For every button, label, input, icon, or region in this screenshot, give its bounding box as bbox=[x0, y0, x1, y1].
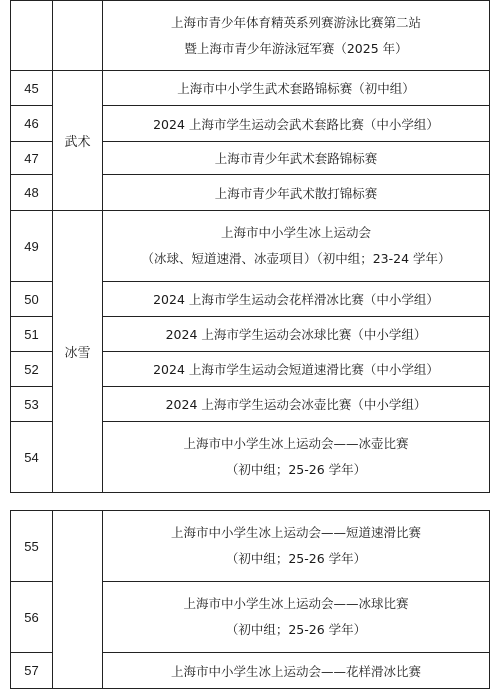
row-number: 47 bbox=[11, 142, 53, 175]
event-line: 上海市中小学生冰上运动会 bbox=[220, 225, 371, 240]
event-cell: 2024 上海市学生运动会花样滑冰比赛（中小学组） bbox=[103, 282, 490, 317]
event-cell: 2024 上海市学生运动会冰球比赛（中小学组） bbox=[103, 317, 490, 352]
row-number: 53 bbox=[11, 387, 53, 422]
table-row bbox=[11, 71, 490, 106]
events-table-page-2 bbox=[10, 510, 490, 689]
row-number: 46 bbox=[11, 106, 53, 142]
row-number: 45 bbox=[11, 71, 53, 106]
row-number: 52 bbox=[11, 352, 53, 387]
event-cell: 上海市中小学生武术套路锦标赛（初中组） bbox=[103, 71, 490, 106]
table-row bbox=[11, 211, 490, 282]
event-cell: 2024 上海市学生运动会短道速滑比赛（中小学组） bbox=[103, 352, 490, 387]
event-cell bbox=[103, 1, 490, 71]
event-cell bbox=[103, 582, 490, 653]
event-cell: 上海市青少年武术套路锦标赛 bbox=[103, 142, 490, 175]
event-line: 上海市中小学生冰上运动会——短道速滑比赛 bbox=[170, 525, 421, 540]
event-line: （初中组；25-26 学年） bbox=[225, 462, 367, 477]
event-cell: 上海市青少年武术散打锦标赛 bbox=[103, 175, 490, 211]
row-number: 50 bbox=[11, 282, 53, 317]
event-line: （初中组；25-26 学年） bbox=[225, 551, 367, 566]
event-cell bbox=[103, 511, 490, 582]
category-cell-empty bbox=[53, 1, 103, 71]
row-number: 54 bbox=[11, 422, 53, 493]
event-line: 上海市中小学生冰上运动会——冰壶比赛 bbox=[183, 436, 409, 451]
event-line: 暨上海市青少年游泳冠军赛（2025 年） bbox=[184, 40, 408, 56]
event-cell: 上海市中小学生冰上运动会——花样滑冰比赛 bbox=[103, 653, 490, 689]
table-row bbox=[11, 511, 490, 582]
category-cell: 武术 bbox=[53, 71, 103, 211]
event-line: 上海市青少年体育精英系列赛游泳比赛第二站 bbox=[170, 14, 421, 30]
row-number: 48 bbox=[11, 175, 53, 211]
row-number: 51 bbox=[11, 317, 53, 352]
row-number: 49 bbox=[11, 211, 53, 282]
event-line: （冰球、短道速滑、冰壶项目）（初中组；23-24 学年） bbox=[141, 251, 451, 266]
event-cell: 2024 上海市学生运动会冰壶比赛（中小学组） bbox=[103, 387, 490, 422]
events-table-page-1 bbox=[10, 0, 490, 493]
row-number: 55 bbox=[11, 511, 53, 582]
table-row bbox=[11, 1, 490, 71]
number-cell-empty bbox=[11, 1, 53, 71]
row-number: 56 bbox=[11, 582, 53, 653]
event-cell: 2024 上海市学生运动会武术套路比赛（中小学组） bbox=[103, 106, 490, 142]
row-number: 57 bbox=[11, 653, 53, 689]
event-line: （初中组；25-26 学年） bbox=[225, 622, 367, 637]
event-line: 上海市中小学生冰上运动会——冰球比赛 bbox=[183, 596, 409, 611]
event-cell bbox=[103, 211, 490, 282]
category-cell-empty bbox=[53, 511, 103, 689]
event-cell bbox=[103, 422, 490, 493]
category-cell: 冰雪 bbox=[53, 211, 103, 493]
